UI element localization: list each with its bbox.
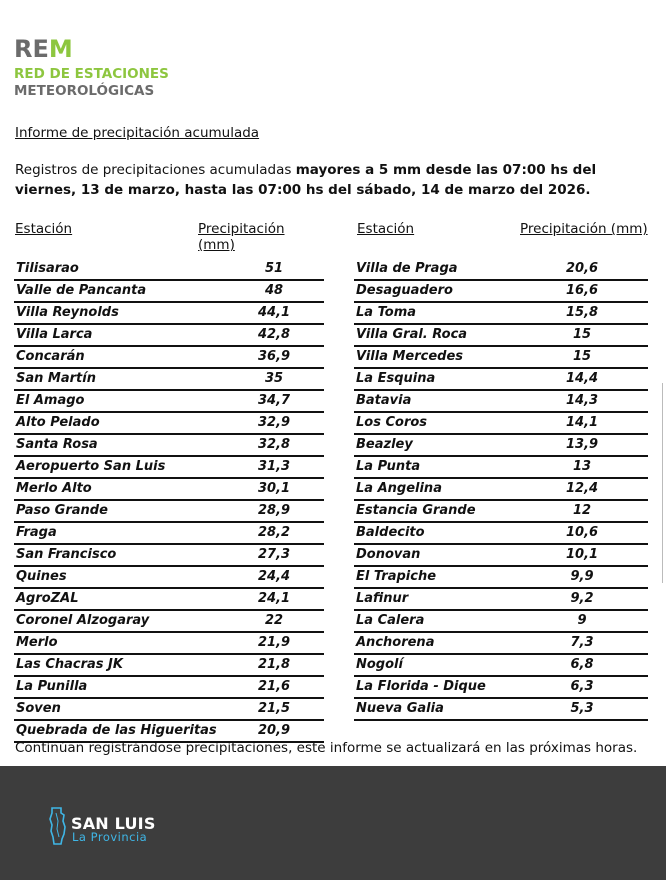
table-row — [14, 413, 324, 435]
station-name: La Punilla — [16, 679, 88, 694]
precip-value: 9 — [577, 613, 587, 628]
table-row — [14, 259, 324, 281]
precip-value: 35 — [264, 371, 284, 386]
table-row — [14, 545, 324, 567]
precip-value: 32,8 — [257, 437, 291, 452]
station-name: Villa Gral. Roca — [356, 327, 468, 342]
station-name: Aeropuerto San Luis — [16, 459, 166, 474]
table-row — [354, 523, 648, 545]
station-name: Coronel Alzogaray — [16, 613, 150, 628]
table-row — [354, 457, 648, 479]
table-row — [354, 677, 648, 699]
table-row — [354, 545, 648, 567]
table-row — [14, 391, 324, 413]
table-row — [14, 633, 324, 655]
page-edge-lines — [662, 383, 666, 583]
station-name: La Esquina — [356, 371, 436, 386]
station-name: Estancia Grande — [356, 503, 476, 518]
precip-value: 28,2 — [257, 525, 291, 540]
precip-value: 21,5 — [257, 701, 291, 716]
table-row — [14, 677, 324, 699]
precip-value: 21,6 — [257, 679, 291, 694]
station-name: Villa de Praga — [356, 261, 458, 276]
table-row — [14, 435, 324, 457]
logo-line-2: METEOROLÓGICAS — [14, 83, 155, 99]
report-title: Informe de precipitación acumulada — [15, 125, 260, 141]
precip-value: 32,9 — [257, 415, 291, 430]
precip-value: 51 — [264, 261, 284, 276]
table-row — [14, 303, 324, 325]
station-name: Las Chacras JK — [16, 657, 123, 672]
station-name: La Toma — [356, 305, 417, 320]
station-column-header: Estación — [15, 221, 73, 237]
san-luis-map-icon — [49, 807, 67, 845]
station-name: La Calera — [356, 613, 425, 628]
table-row — [354, 435, 648, 457]
table-row — [354, 347, 648, 369]
station-name: Anchorena — [356, 635, 435, 650]
station-column-header: Estación — [357, 221, 415, 237]
intro-bold: mayores a 5 mm desde las 07:00 hs del viernes, 13 de marzo, hasta las 07:00 hs del sábado, 14 de marzo del 2026. — [15, 162, 597, 198]
precip-value: 7,3 — [570, 635, 594, 650]
table-right-rows — [354, 259, 648, 721]
precip-value: 10,1 — [565, 547, 599, 562]
table-row — [354, 501, 648, 523]
precip-value: 12,4 — [565, 481, 599, 496]
precip-value: 20,9 — [257, 723, 291, 738]
table-row — [14, 589, 324, 611]
table-row — [354, 259, 648, 281]
precip-value: 31,3 — [257, 459, 291, 474]
station-name: San Francisco — [16, 547, 117, 562]
precip-value: 15 — [572, 349, 592, 364]
table-row — [354, 303, 648, 325]
precip-value: 6,3 — [570, 679, 594, 694]
precip-value: 20,6 — [565, 261, 599, 276]
station-name: Tilisarao — [16, 261, 79, 276]
station-name: Paso Grande — [16, 503, 108, 518]
precip-value: 10,6 — [565, 525, 599, 540]
station-name: Baldecito — [356, 525, 425, 540]
station-name: Quines — [16, 569, 67, 584]
station-name: Desaguadero — [356, 283, 453, 298]
station-name: Merlo Alto — [16, 481, 92, 496]
table-row — [14, 281, 324, 303]
precip-value: 6,8 — [570, 657, 594, 672]
station-name: Quebrada de las Higueritas — [16, 723, 217, 738]
update-note: Continúan registrándose precipitaciones, este informe se actualizará en las próximas horas. — [15, 740, 638, 756]
table-row — [354, 699, 648, 721]
station-name: Villa Reynolds — [16, 305, 119, 320]
table-right — [354, 221, 648, 721]
precip-value: 9,2 — [570, 591, 594, 606]
station-name: Villa Larca — [16, 327, 93, 342]
precip-value: 44,1 — [257, 305, 291, 320]
table-row — [14, 655, 324, 677]
precip-value: 5,3 — [570, 701, 594, 716]
precip-value: 15 — [572, 327, 592, 342]
station-name: Lafinur — [356, 591, 409, 606]
rem-logo — [14, 36, 169, 100]
station-name: Donovan — [356, 547, 421, 562]
rem-wordmark — [14, 36, 169, 62]
table-row — [14, 567, 324, 589]
table-row — [354, 633, 648, 655]
precip-column-header: Precipitación (mm) — [520, 221, 648, 237]
precip-value: 14,3 — [565, 393, 599, 408]
station-name: Valle de Pancanta — [16, 283, 147, 298]
precip-value: 15,8 — [565, 305, 599, 320]
station-name: El Trapiche — [356, 569, 437, 584]
table-left-header — [14, 221, 324, 253]
precip-value: 42,8 — [257, 327, 291, 342]
rem-wordmark-m: M — [48, 35, 73, 63]
station-name: Fraga — [16, 525, 57, 540]
table-row — [354, 413, 648, 435]
table-right-header — [354, 221, 648, 243]
station-name: Villa Mercedes — [356, 349, 464, 364]
logo-line-1: RED DE ESTACIONES — [14, 66, 169, 82]
table-row — [14, 457, 324, 479]
rem-wordmark-re: RE — [14, 35, 49, 63]
table-row — [14, 611, 324, 633]
table-row — [354, 281, 648, 303]
precip-value: 48 — [264, 283, 284, 298]
station-name: Soven — [16, 701, 61, 716]
precip-value: 24,4 — [257, 569, 291, 584]
precip-value: 28,9 — [257, 503, 291, 518]
precip-value: 9,9 — [570, 569, 594, 584]
precip-value: 21,8 — [257, 657, 291, 672]
table-row — [354, 391, 648, 413]
footer-sub: La Provincia — [72, 830, 148, 844]
table-row — [14, 501, 324, 523]
station-name: Beazley — [356, 437, 413, 452]
table-row — [354, 589, 648, 611]
station-name: Batavia — [356, 393, 412, 408]
table-row — [354, 369, 648, 391]
table-left-rows — [14, 259, 324, 743]
table-row — [354, 655, 648, 677]
footer — [0, 766, 666, 880]
precip-value: 34,7 — [257, 393, 291, 408]
station-name: La Florida - Dique — [356, 679, 486, 694]
precip-value: 13 — [572, 459, 592, 474]
precip-value: 16,6 — [565, 283, 599, 298]
station-name: Nogolí — [356, 657, 403, 672]
station-name: Concarán — [16, 349, 85, 364]
footer-brand: SAN LUIS — [71, 814, 156, 833]
table-row — [14, 369, 324, 391]
table-row — [354, 479, 648, 501]
station-name: La Angelina — [356, 481, 442, 496]
table-row — [354, 325, 648, 347]
precip-value: 14,1 — [565, 415, 599, 430]
precip-value: 21,9 — [257, 635, 291, 650]
precip-value: 24,1 — [257, 591, 291, 606]
precip-value: 22 — [264, 613, 284, 628]
precip-column-header: Precipitación (mm) — [198, 221, 285, 253]
precip-value: 14,4 — [565, 371, 599, 386]
precip-value: 13,9 — [565, 437, 599, 452]
precip-value: 27,3 — [257, 547, 291, 562]
station-name: Alto Pelado — [16, 415, 100, 430]
table-row — [354, 567, 648, 589]
table-left — [14, 221, 324, 743]
precip-value: 36,9 — [257, 349, 291, 364]
precip-value: 30,1 — [257, 481, 291, 496]
station-name: Nueva Galia — [356, 701, 444, 716]
table-row — [14, 523, 324, 545]
station-name: Los Coros — [356, 415, 428, 430]
table-row — [14, 699, 324, 721]
station-name: San Martín — [16, 371, 96, 386]
table-row — [14, 347, 324, 369]
intro-regular: Registros de precipitaciones acumuladas — [15, 162, 296, 178]
station-name: El Amago — [16, 393, 85, 408]
station-name: La Punta — [356, 459, 421, 474]
table-row — [354, 611, 648, 633]
station-name: Merlo — [16, 635, 58, 650]
table-row — [14, 479, 324, 501]
station-name: AgroZAL — [16, 591, 79, 606]
table-row — [14, 325, 324, 347]
precip-value: 12 — [572, 503, 592, 518]
station-name: Santa Rosa — [16, 437, 98, 452]
report-intro — [15, 160, 655, 200]
